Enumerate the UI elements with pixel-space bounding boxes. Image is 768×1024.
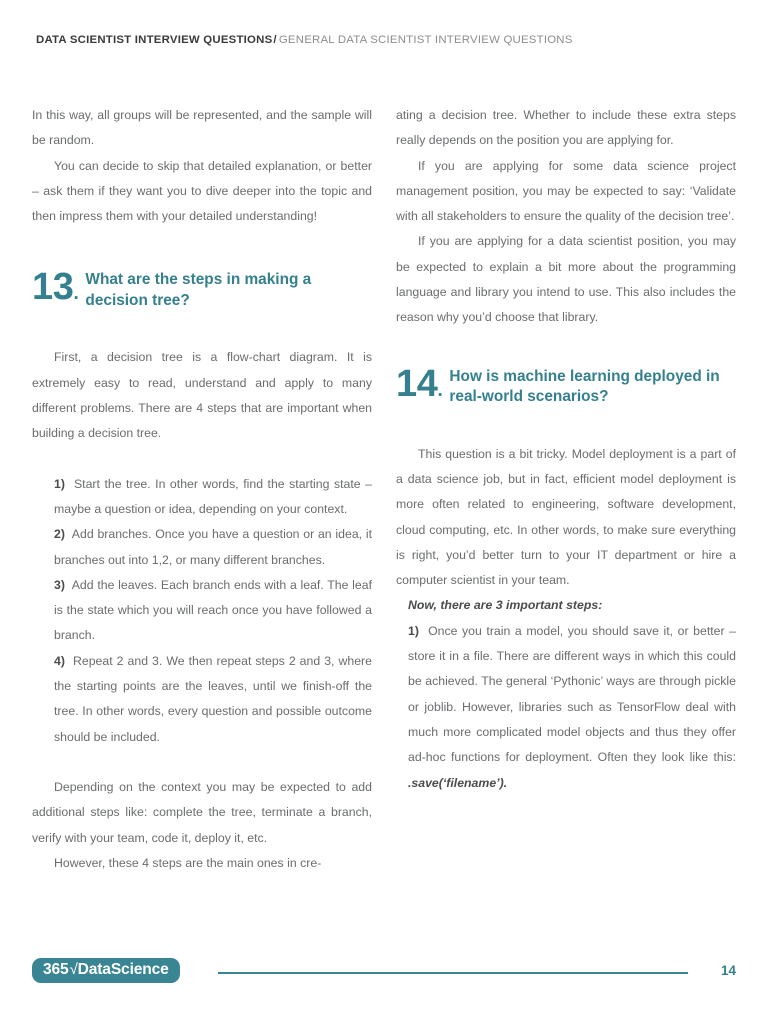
question-number-value: 14 (396, 362, 438, 405)
spacer (396, 408, 736, 442)
list-marker: 2) (54, 527, 65, 542)
steps-list (408, 593, 736, 795)
list-marker: 1) (408, 623, 419, 638)
paragraph: If you are applying for a data scientist position, you may be expected to explain a bit more about the programming language and library you intend to use. This also includes the reason why you’d choose that library. (396, 234, 736, 325)
question-title: What are the steps in making a decision tree? (85, 271, 312, 309)
question-number (32, 266, 79, 309)
spacer (32, 311, 372, 345)
question-number-dot: . (437, 379, 443, 401)
list-item (54, 573, 372, 649)
breadcrumb-section: DATA SCIENTIST INTERVIEW QUESTIONS (36, 34, 273, 46)
list-marker: 3) (54, 577, 65, 592)
code-emphasis: .save(‘filename’). (408, 775, 508, 790)
breadcrumb-subsection: GENERAL DATA SCIENTIST INTERVIEW QUESTIONS (278, 34, 573, 46)
footer-divider (218, 972, 688, 974)
question-heading-14 (396, 362, 736, 408)
right-column (396, 103, 736, 796)
list-item (54, 522, 372, 573)
breadcrumb-separator: / (273, 34, 277, 46)
list-item-text: Add the leaves. Each branch ends with a leaf. The leaf is the state which you will reach once you have followed a branch. (54, 577, 373, 643)
page-number: 14 (720, 963, 736, 978)
spacer (32, 447, 372, 472)
list-item-text: Add branches. Once you have a question or an idea, it branches out into 1,2, or many different branches. (54, 527, 372, 567)
steps-intro (408, 593, 736, 618)
paragraph: However, these 4 steps are the main ones in cre- (54, 855, 322, 870)
paragraph: This question is a bit tricky. Model deployment is a part of a data science job, but in fact, efficient model deployment is more often related to engineering, software development, cloud computing, etc. In other words, to make sure everything is right, you’d better turn to your IT department or hire a computer scientist in your team. (396, 446, 736, 588)
list-item (54, 649, 372, 750)
list-marker: 1) (54, 476, 65, 491)
page-footer (32, 958, 736, 992)
question-title: How is machine learning deployed in real-world scenarios? (449, 367, 720, 406)
list-item (408, 619, 736, 796)
question-number-dot: . (73, 283, 79, 305)
list-item (54, 472, 372, 523)
paragraph: Depending on the context you may be expected to add additional steps like: complete the tree, terminate a branch, verify with your team, code it, deploy it, etc. (32, 779, 372, 845)
brand-logo[interactable] (32, 958, 180, 983)
question-heading-13 (32, 266, 372, 311)
spacer (32, 750, 372, 775)
paragraph: First, a decision tree is a flow-chart diagram. It is extremely easy to read, understand and apply to many different problems. There are 4 steps that are important when building a decision tree. (32, 350, 372, 441)
paragraph: If you are applying for some data science project management position, you may be expected to say: ‘Validate with all stakeholders to ensure the quality of the decision tree’. (396, 158, 736, 224)
left-column (32, 103, 372, 876)
paragraph: ating a decision tree. Whether to include these extra steps really depends on the position you are applying for. (396, 108, 736, 148)
radical-icon: √ (69, 961, 78, 978)
question-number (396, 362, 443, 405)
steps-intro-text: Now, there are 3 important steps: (408, 598, 603, 613)
breadcrumb (36, 34, 732, 46)
logo-suffix: DataScience (77, 961, 169, 978)
question-number-value: 13 (32, 266, 74, 309)
logo-prefix: 365 (43, 961, 69, 978)
list-marker: 4) (54, 653, 65, 668)
paragraph: In this way, all groups will be represented, and the sample will be random. (32, 108, 372, 148)
list-item-text: Start the tree. In other words, find the starting state – maybe a question or idea, depending on your context. (54, 476, 372, 516)
list-item-text: Repeat 2 and 3. We then repeat steps 2 and 3, where the starting points are the leaves, until we finish-off the tree. In other words, every question and possible outcome should be included. (54, 653, 372, 744)
list-item-text: Once you train a model, you should save it, or better – store it in a file. There are different ways in which this could be achieved. The general ‘Pythonic’ ways are through pickle or joblib. However, libraries such as TensorFlow deal with much more complicated model objects and thus they offer ad-hoc functions for deployment. Often they look like this: (408, 623, 736, 765)
paragraph: You can decide to skip that detailed explanation, or better – ask them if they want you to dive deeper into the topic and then impress them with your detailed understanding! (32, 158, 372, 224)
steps-list (54, 472, 372, 750)
